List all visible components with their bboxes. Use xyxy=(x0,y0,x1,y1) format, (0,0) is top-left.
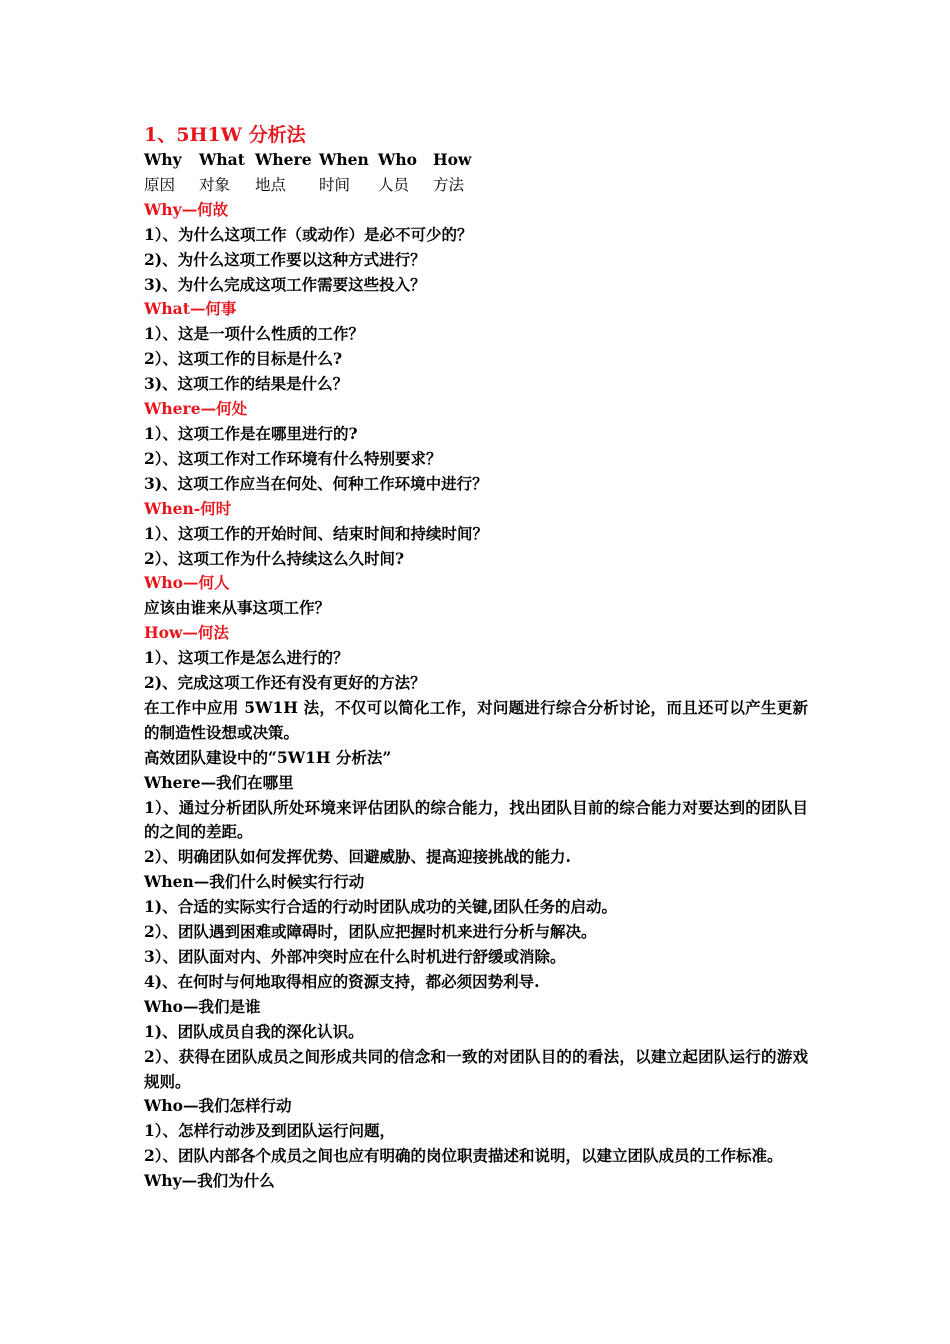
text-line: 3)、为什么完成这项工作需要这些投入？ xyxy=(144,274,426,294)
document-body xyxy=(144,122,808,1194)
text-line: 1）、这是一项什么性质的工作？ xyxy=(144,324,365,344)
header-place: 地点 xyxy=(255,175,287,194)
text-line: 高效团队建设中的“5W1H 分析法” xyxy=(144,747,392,767)
header-row-chinese xyxy=(144,173,808,198)
text-line: 3)、这项工作的结果是什么？ xyxy=(144,374,349,394)
text-line: 1）、这项工作的开始时间、结束时间和持续时间？ xyxy=(144,523,489,543)
text-line: 1）、这项工作是怎么进行的？ xyxy=(144,648,349,668)
text-line: 2)、完成这项工作还有没有更好的方法？ xyxy=(144,673,426,693)
text-line: Who—我们是谁 xyxy=(144,996,261,1016)
text-line: 2）、这项工作对工作环境有什么特别要求？ xyxy=(144,448,442,468)
text-line: 1)、团队成员自我的深化认识。 xyxy=(144,1021,364,1041)
header-why: Why xyxy=(144,150,182,169)
text-line: 2)、为什么这项工作要以这种方式进行？ xyxy=(144,249,426,269)
section-heading: How—何法 xyxy=(144,623,229,643)
text-line: 1)、合适的实际实行合适的行动时团队成功的关键,团队任务的启动。 xyxy=(144,897,618,917)
text-line: 2）、团队内部各个成员之间也应有明确的岗位职责描述和说明，以建立团队成员的工作标准。 xyxy=(144,1146,783,1166)
text-line: Where—我们在哪里 xyxy=(144,772,294,792)
text-line: Who—我们怎样行动 xyxy=(144,1096,292,1116)
header-where: Where xyxy=(255,150,312,169)
header-what: What xyxy=(199,150,245,169)
section-heading: What—何事 xyxy=(144,299,237,319)
text-line: 2）、获得在团队成员之间形成共同的信念和一致的对团队目的的看法，以建立起团队运行的游戏规则。 xyxy=(144,1046,808,1091)
text-line: 3)、这项工作应当在何处、何种工作环境中进行？ xyxy=(144,473,488,493)
header-row-english xyxy=(144,148,808,173)
text-line: 1）、怎样行动涉及到团队运行问题， xyxy=(144,1121,396,1141)
section-heading: Who—何人 xyxy=(144,573,230,593)
header-method: 方法 xyxy=(433,175,465,194)
header-how: How xyxy=(433,150,472,169)
header-time: 时间 xyxy=(319,175,351,194)
header-person: 人员 xyxy=(378,175,410,194)
text-line: 2）、这项工作的目标是什么? xyxy=(144,349,343,369)
text-line: When—我们什么时候实行行动 xyxy=(144,872,365,892)
text-line: 在工作中应用 5W1H 法，不仅可以简化工作，对问题进行综合分析讨论，而且还可以产生更新的制造性设想或决策。 xyxy=(144,697,808,742)
content-lines xyxy=(144,198,808,1194)
text-line: 4)、在何时与何地取得相应的资源支持，都必须因势利导. xyxy=(144,971,540,991)
text-line: 应该由谁来从事这项工作？ xyxy=(144,598,331,618)
section-heading: Why—何故 xyxy=(144,199,229,219)
document-title: 1、5H1W 分析法 xyxy=(144,124,306,146)
text-line: Why—我们为什么 xyxy=(144,1171,275,1191)
header-when: When xyxy=(319,150,369,169)
header-object: 对象 xyxy=(199,175,231,194)
text-line: 1）、这项工作是在哪里进行的? xyxy=(144,423,358,443)
header-reason: 原因 xyxy=(144,175,176,194)
text-line: 1）、通过分析团队所处环境来评估团队的综合能力，找出团队目前的综合能力对要达到的团队目的之间的差距。 xyxy=(144,797,808,842)
text-line: 3）、团队面对内、外部冲突时应在什么时机进行舒缓或消除。 xyxy=(144,947,566,966)
section-heading: When-何时 xyxy=(144,498,232,518)
text-line: 1）、为什么这项工作（或动作）是必不可少的？ xyxy=(144,224,473,244)
text-line: 2）、这项工作为什么持续这么久时间? xyxy=(144,548,405,568)
section-heading: Where—何处 xyxy=(144,399,248,419)
text-line: 2）、团队遇到困难或障碍时，团队应把握时机来进行分析与解决。 xyxy=(144,922,597,942)
text-line: 2）、明确团队如何发挥优势、回避威胁、提高迎接挑战的能力. xyxy=(144,847,571,867)
header-who: Who xyxy=(378,150,418,169)
